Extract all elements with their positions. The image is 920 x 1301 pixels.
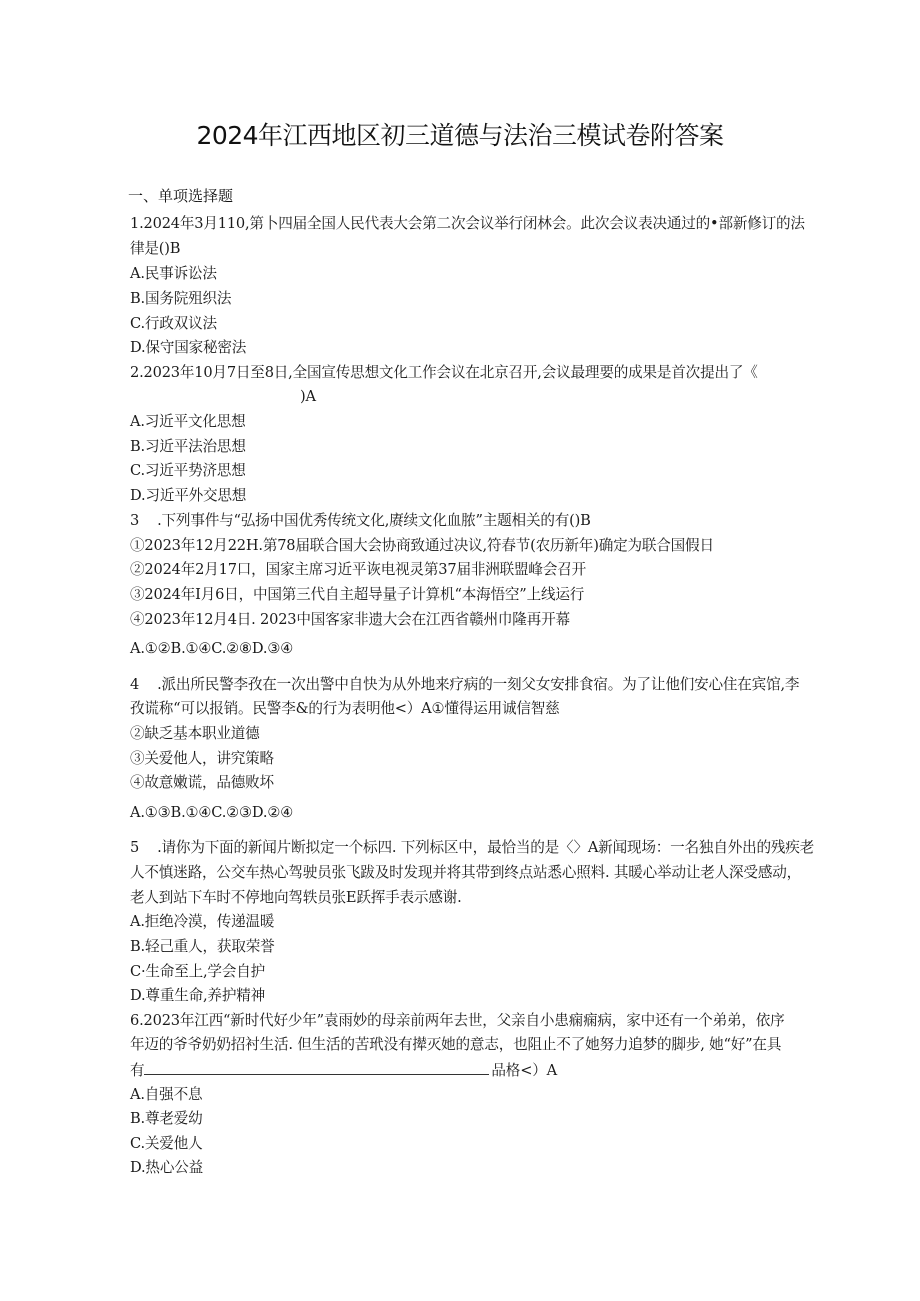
question-6-option-d: D.热心公益: [130, 1159, 203, 1176]
question-5-option-c: C·生命至上,学会自护: [130, 963, 265, 980]
question-6-stem-suffix: 品格<）A: [491, 1062, 557, 1079]
question-2-option-d: D.习近平外交思想: [130, 487, 247, 504]
question-5-stem-text: .请你为下面的新闻片断拟定一个标四. 下列标区中，最恰当的是〈〉A新闻现场：一名独自外出的残疾老: [157, 839, 815, 856]
question-1-option-c: C.行政双议法: [130, 315, 217, 332]
question-6-option-c: C.关爱他人: [130, 1135, 203, 1152]
question-3-stem-text: .下列事件与“弘扬中国优秀传统文化,赓续文化血脓”主题相关的有()B: [157, 512, 591, 529]
question-4-options: A.①③B.①④C.②③D.②④: [130, 804, 294, 821]
question-2-stem-line-1: 2.2023年10月7日至8日,全国宣传思想文化工作会议在北京召开,会议最理要的成果是首次提出了《: [130, 364, 758, 381]
question-2-option-a: A.习近平文化思想: [130, 413, 246, 430]
answer-blank: [144, 1060, 489, 1075]
document-title: 2024年江西地区初三道德与法治三模试卷附答案: [196, 121, 724, 150]
question-1-option-b: B.国务院殂织法: [130, 290, 232, 307]
question-2-stem-line-2: )A: [300, 388, 316, 405]
question-4-item-4: ④故意嫩谎，品德败坏: [130, 774, 274, 791]
question-2-option-c: C.习近平势济思想: [130, 462, 246, 479]
question-4-item-2: ②缺乏基本职业道德: [130, 725, 260, 742]
question-6-stem-prefix: 有: [130, 1062, 145, 1079]
question-1-stem-line-1: 1.2024年3月110,第卜四届全国人民代表大会第二次会议举行闭林会。此次会议表决通过的•部新修订的法: [130, 215, 805, 232]
question-6-stem-line-3: [130, 1060, 842, 1081]
question-5-option-d: D.尊重生命,养护精神: [130, 987, 266, 1004]
question-5-option-b: B.轻己重人，获取荣誉: [130, 938, 275, 955]
question-5-stem-line-1: 5 .请你为下面的新闻片断拟定一个标四. 下列标区中，最恰当的是〈〉A新闻现场：一名独自外出的残疾老: [130, 839, 815, 856]
question-1-option-a: A.民事诉讼法: [130, 265, 217, 282]
question-6-stem-line-1: 6.2023年江西“新时代好少年”袁雨妙的母亲前两年去世，父亲自小患痫痫病，家中还有一个弟弟，依序: [130, 1012, 785, 1029]
question-1-option-d: D.保守国家秘密法: [130, 339, 247, 356]
question-3-options: A.①②B.①④C.②⑧D.③④: [130, 640, 294, 657]
section-heading: 一、单项选择题: [128, 187, 234, 205]
question-5-stem-line-3: 老人到站下车时不停地向驾轶员张E跃挥手表示感谢.: [130, 889, 462, 906]
question-4-stem-line-2: 孜谎称“可以报销。民警李&的行为表明他<）A①懂得运用诚信智慈: [130, 700, 560, 717]
question-4-stem-text: .派出所民警李孜在一次出警中自快为从外地来疗病的一刻父女安排食宿。为了让他们安心住在宾馆,李: [157, 676, 800, 693]
question-4-stem-line-1: 4 .派出所民警李孜在一次出警中自快为从外地来疗病的一刻父女安排食宿。为了让他们安心住在宾馆,李: [130, 676, 800, 693]
question-5-stem-line-2: 人不慎迷路，公交车热心驾驶员张飞跋及时发现并将其带到终点站悉心照料. 其暖心举动让老人深受感动，: [130, 864, 801, 881]
question-3-stem: 3 .下列事件与“弘扬中国优秀传统文化,赓续文化血脓”主题相关的有()B: [130, 512, 591, 529]
question-3-item-3: ③2024年I月6日，中国第三代自主超导量子计算机“本海悟空”上线运行: [130, 586, 585, 603]
question-3-item-4: ④2023年12月4日. 2023中国客家非遗大会在江西省赣州巾隆再开幕: [130, 611, 570, 628]
question-3-item-2: ②2024年2月17口，国家主席习近平诙电视灵第37届非洲联盟峰会召开: [130, 561, 587, 578]
question-1-stem-line-2: 律是()B: [130, 240, 181, 257]
question-6-option-a: A.自强不息: [130, 1086, 203, 1103]
question-3-item-1: ①2023年12月22H.第78届联合国大会协商致通过决议,符春节(农历新年)确定为联合国假日: [130, 537, 714, 554]
question-6-option-b: B.尊老爱幼: [130, 1110, 203, 1127]
question-2-option-b: B.习近平法治思想: [130, 438, 246, 455]
question-5-option-a: A.拒绝冷漠，传递温暖: [130, 913, 275, 930]
question-4-item-3: ③关爱他人，讲究策略: [130, 750, 274, 767]
question-6-stem-line-2: 年迈的爷爷奶奶招衬生活. 但生活的苦玳没有撵灭她的意志，也阻止不了她努力追梦的脚步, 她“好”在具: [130, 1036, 782, 1053]
